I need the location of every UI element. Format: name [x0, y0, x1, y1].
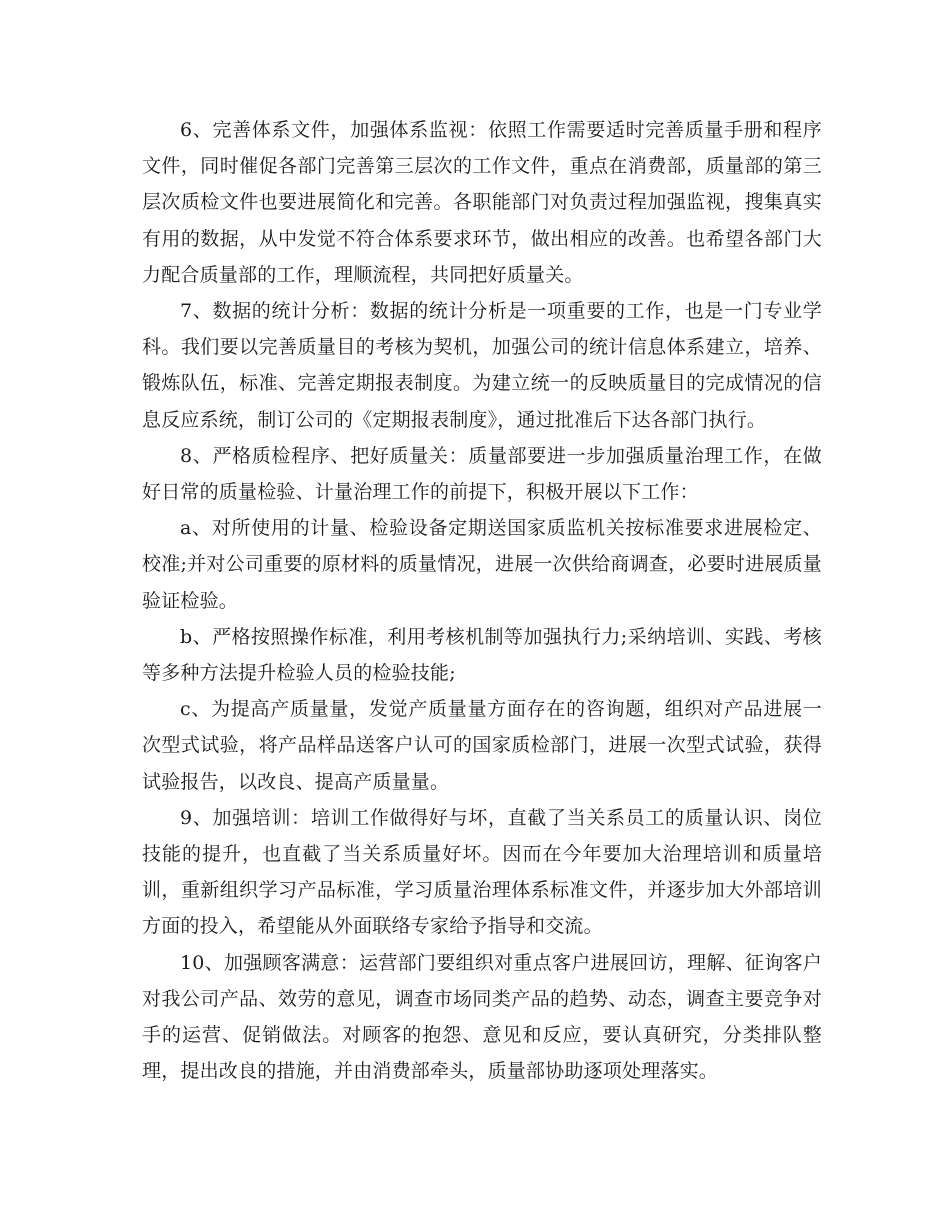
document-body	[142, 112, 822, 1089]
paragraph-8-quality-inspection: 8、严格质检程序、把好质量关：质量部要进一步加强质量治理工作，在做好日常的质量检验、计量治理工作的前提下，积极开展以下工作：	[142, 444, 822, 504]
paragraph-7-statistics: 7、数据的统计分析：数据的统计分析是一项重要的工作，也是一门专业学科。我们要以完善质量目的考核为契机，加强公司的统计信息体系建立，培养、锻炼队伍，标准、完善定期报表制度。为建立统一的反映质量目的完成情况的信息反应系统，制订公司的《定期报表制度》，通过批准后下达各部门执行。	[142, 300, 822, 431]
paragraph-6-system-documents: 6、完善体系文件，加强体系监视：依照工作需要适时完善质量手册和程序文件，同时催促各部门完善第三层次的工作文件，重点在消费部，质量部的第三层次质检文件也要进展简化和完善。各职能部门对负责过程加强监视，搜集真实有用的数据，从中发觉不符合体系要求环节，做出相应的改善。也希望各部门大力配合质量部的工作，理顺流程，共同把好质量关。	[142, 119, 822, 286]
paragraph-8a-calibration: a、对所使用的计量、检验设备定期送国家质监机关按标准要求进展检定、校准;并对公司重要的原材料的质量情况，进展一次供给商调查，必要时进展质量验证检验。	[142, 517, 822, 612]
paragraph-10-customer-satisfaction: 10、加强顾客满意：运营部门要组织对重点客户进展回访，理解、征询客户对我公司产品、效劳的意见，调查市场同类产品的趋势、动态，调查主要竞争对手的运营、促销做法。对顾客的抱怨、意见和反应，要认真研究，分类排队整理，提出改良的措施，并由消费部牵头，质量部协助逐项处理落实。	[142, 951, 822, 1083]
paragraph-9-training: 9、加强培训：培训工作做得好与坏，直截了当关系员工的质量认识、岗位技能的提升，也直截了当关系质量好坏。因而在今年要加大治理培训和质量培训，重新组织学习产品标准，学习质量治理体系标准文件，并逐步加大外部培训方面的投入，希望能从外面联络专家给予指导和交流。	[142, 806, 822, 938]
paragraph-8b-operation-standards: b、严格按照操作标准，利用考核机制等加强执行力;采纳培训、实践、考核等多种方法提升检验人员的检验技能;	[142, 625, 822, 685]
paragraph-8c-type-test: c、为提高产质量量，发觉产质量量方面存在的咨询题，组织对产品进展一次型式试验，将产品样品送客户认可的国家质检部门，进展一次型式试验，获得试验报告，以改良、提高产质量量。	[142, 698, 822, 793]
